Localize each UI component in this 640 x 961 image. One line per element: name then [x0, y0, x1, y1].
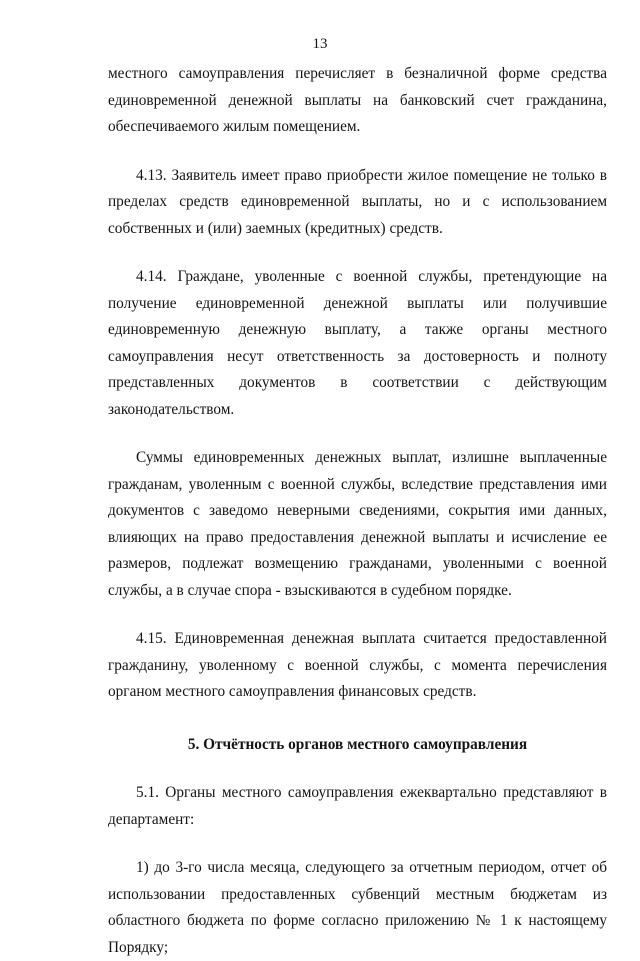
paragraph-4-15: 4.15. Единовременная денежная выплата считается предоставленной гражданину, уволенному с военной службы, с момента перечисления органом местного самоуправления финансовых средств. — [108, 630, 607, 700]
paragraph-refund: Суммы единовременных денежных выплат, излишне выплаченные гражданам, уволенным с военной службы, вследствие представления ими документов с заведомо неверными сведениями, сокрытия ими данных, влияющих на право предоставления денежной выплаты и исчисление ее размеров, подлежат возмещению гражданами, уволенными с военной службы, а в случае спора - взыскиваются в судебном порядке. — [108, 449, 607, 599]
paragraph-4-13: 4.13. Заявитель имеет право приобрести жилое помещение не только в пределах средств единовременной выплаты, но и с использованием собственных и (или) заемных (кредитных) средств. — [108, 166, 607, 237]
paragraph-5-1: 5.1. Органы местного самоуправления ежеквартально представляют в департамент: — [108, 784, 607, 828]
document-body — [108, 61, 607, 961]
paragraph-4-14: 4.14. Граждане, уволенные с военной службы, претендующие на получение единовременной денежной выплаты или получившие единовременную денежную выплату, а также органы местного самоуправления несут ответственность за достоверность и полноту представленных документов в соответствии с действующим законодательством. — [108, 268, 607, 418]
paragraph-continuation: местного самоуправления перечисляет в безналичной форме средства единовременной денежной выплаты на банковский счет гражданина, обеспечиваемого жилым помещением. — [108, 65, 607, 135]
section-title: 5. Отчётность органов местного самоуправления — [187, 735, 528, 753]
page-number: 13 — [312, 36, 328, 52]
paragraph-5-1-item-1: 1) до 3-го числа месяца, следующего за отчетным периодом, отчет об использовании предоставленных субвенций местным бюджетам из областного бюджета по форме согласно приложению № 1 к настоящему Порядку; — [108, 859, 607, 956]
